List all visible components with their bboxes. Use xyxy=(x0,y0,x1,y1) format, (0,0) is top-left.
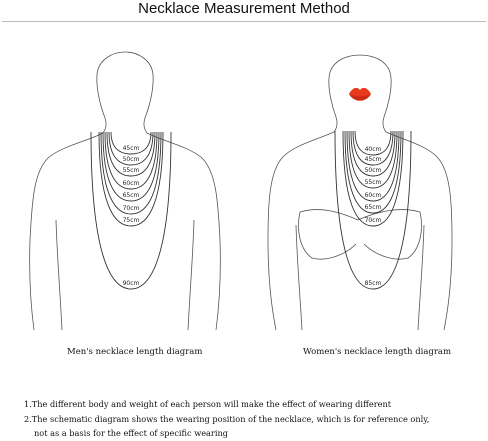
men-length-label: 75cm xyxy=(122,217,140,224)
men-length-label: 45cm xyxy=(122,145,140,152)
women-caption: Women's necklace length diagram xyxy=(303,347,452,357)
women-chain-60cm xyxy=(347,131,399,201)
women-length-labels xyxy=(365,146,382,287)
women-length-label: 50cm xyxy=(364,167,382,174)
women-length-label: 70cm xyxy=(364,217,382,224)
women-length-label: 85cm xyxy=(364,280,382,287)
lips-icon xyxy=(349,88,371,101)
note-2-continued: not as a basis for the effect of specific wearing xyxy=(34,428,228,438)
women-length-label: 45cm xyxy=(364,156,382,163)
women-length-label: 65cm xyxy=(364,204,382,211)
men-length-label: 65cm xyxy=(122,192,140,199)
women-length-label: 40cm xyxy=(364,146,382,153)
note-1: 1.The different body and weight of each person will make the effect of wearing different xyxy=(24,399,392,409)
men-length-label: 70cm xyxy=(122,205,140,212)
men-length-label: 55cm xyxy=(122,167,140,174)
note-2: 2.The schematic diagram shows the wearing position of the necklace, which is for reference only, xyxy=(24,413,430,424)
men-length-labels xyxy=(123,145,140,287)
men-length-label: 60cm xyxy=(122,180,140,187)
men-length-label: 90cm xyxy=(122,280,140,287)
women-length-label: 55cm xyxy=(364,179,382,186)
men-length-label: 50cm xyxy=(122,156,140,163)
women-length-label: 60cm xyxy=(364,192,382,199)
notes xyxy=(24,397,484,441)
page-title: Necklace Measurement Method xyxy=(138,0,350,17)
men-caption: Men's necklace length diagram xyxy=(67,347,203,357)
